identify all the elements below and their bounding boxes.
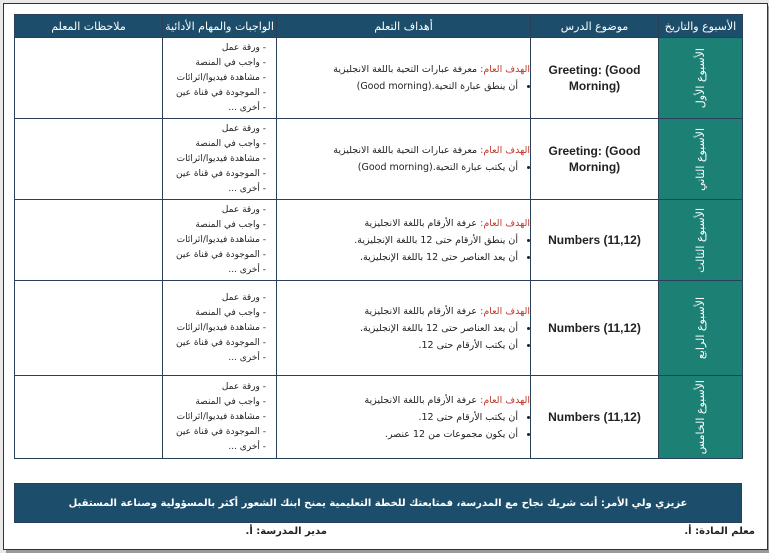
header-goals: أهداف التعلم [277, 15, 531, 38]
week-label: الأسبوع الثالث [694, 207, 707, 273]
goals-cell [277, 376, 531, 459]
task-item: - واجب في المنصة [163, 395, 266, 410]
goal-text: عرفة الأرقام باللغة الانجليزية [364, 305, 478, 317]
goal-label: الهدف العام: [480, 305, 530, 317]
goal-bullet: • أن يكون مجموعات من 12 عنصر. [277, 426, 518, 443]
task-item: - مشاهدة فيديوا/اثرائات [163, 410, 266, 425]
parent-message: عزيزي ولي الأمر: أنت شريك نجاح مع المدرسة، فمتابعتك للخطة التعليمية يمنح ابنك الشعور أكثر بالمسؤولية وصناعة المستقبل [68, 497, 688, 509]
tasks-cell [163, 200, 277, 281]
goal-text: معرفة عبارات التحية باللغة الانجليزية [333, 145, 478, 156]
goal-bullet: • أن يكتب عبارة التحية.(Good morning) [277, 159, 518, 176]
table-header-row [15, 15, 743, 38]
header-notes: ملاحظات المعلم [15, 15, 163, 38]
week-label: الأسبوع الأول [694, 47, 707, 109]
task-item: - ورقة عمل [163, 291, 266, 306]
task-item: - مشاهدة فيديوا/اثرائات [163, 71, 266, 86]
task-item: - أخرى ... [163, 440, 266, 455]
task-item: - الموجودة في قناة عين [163, 86, 266, 101]
table-row [15, 281, 743, 376]
topic-cell: Greeting: (Good Morning) [531, 38, 659, 119]
goal-text: عرفة الأرقام باللغة الانجليزية [364, 394, 478, 406]
task-item: - مشاهدة فيديوا/اثرائات [163, 152, 266, 167]
week-cell [659, 38, 743, 119]
task-item: - الموجودة في قناة عين [163, 336, 266, 351]
task-item: - واجب في المنصة [163, 56, 266, 71]
goal-bullet: • أن يكتب الأرقام حتى 12. [277, 409, 518, 426]
task-item: - ورقة عمل [163, 122, 266, 137]
notes-cell[interactable] [15, 200, 163, 281]
topic-cell: Greeting: (Good Morning) [531, 119, 659, 200]
lesson-plan-page [3, 3, 768, 550]
topic-cell: Numbers (11,12) [531, 376, 659, 459]
week-cell [659, 200, 743, 281]
table-row [15, 200, 743, 281]
weekly-plan-table [14, 14, 743, 459]
table-row [15, 119, 743, 200]
goal-label: الهدف العام: [480, 217, 530, 229]
week-label: الأسبوع الرابع [694, 296, 707, 360]
goal-label: الهدف العام: [480, 145, 530, 156]
goals-cell [277, 200, 531, 281]
week-cell [659, 281, 743, 376]
task-item: - أخرى ... [163, 182, 266, 197]
principal-signature: مدير المدرسة: أ. [245, 526, 327, 537]
goal-bullet: • أن ينطق الأرقام حتى 12 باللغة الإنجليزية. [277, 232, 518, 249]
goal-bullet: • أن يعد العناصر حتى 12 باللغة الإنجليزية. [277, 320, 518, 337]
goal-bullet: • أن يعد العناصر حتى 12 باللغة الإنجليزية. [277, 249, 518, 266]
week-cell [659, 376, 743, 459]
notes-cell[interactable] [15, 38, 163, 119]
table-row [15, 38, 743, 119]
tasks-cell [163, 376, 277, 459]
tasks-cell [163, 281, 277, 376]
topic-cell: Numbers (11,12) [531, 281, 659, 376]
week-label: الأسبوع الثاني [694, 127, 707, 191]
task-item: - واجب في المنصة [163, 306, 266, 321]
table-row [15, 376, 743, 459]
header-week: الأسبوع والتاريخ [659, 15, 743, 38]
notes-cell[interactable] [15, 281, 163, 376]
task-item: - أخرى ... [163, 263, 266, 278]
task-item: - ورقة عمل [163, 41, 266, 56]
task-item: - واجب في المنصة [163, 137, 266, 152]
goals-cell [277, 119, 531, 200]
goal-text: معرفة عبارات التحية باللغة الانجليزية [333, 64, 478, 75]
week-cell [659, 119, 743, 200]
goal-label: الهدف العام: [480, 394, 530, 406]
goals-cell [277, 38, 531, 119]
goal-bullet: • أن ينطق عبارة التحية.(Good morning) [277, 78, 518, 95]
task-item: - أخرى ... [163, 351, 266, 366]
header-topic: موضوع الدرس [531, 15, 659, 38]
task-item: - الموجودة في قناة عين [163, 425, 266, 440]
task-item: - ورقة عمل [163, 380, 266, 395]
goal-label: الهدف العام: [480, 64, 530, 75]
week-label: الأسبوع الخامس [694, 379, 707, 455]
header-tasks: الواجبات والمهام الأدائية [163, 15, 277, 38]
notes-cell[interactable] [15, 376, 163, 459]
task-item: - واجب في المنصة [163, 218, 266, 233]
goal-text: عرفة الأرقام باللغة الانجليزية [364, 217, 478, 229]
topic-cell: Numbers (11,12) [531, 200, 659, 281]
parent-message-band [14, 483, 742, 523]
tasks-cell [163, 119, 277, 200]
task-item: - الموجودة في قناة عين [163, 167, 266, 182]
teacher-signature: معلم المادة: أ. [684, 526, 755, 537]
task-item: - أخرى ... [163, 101, 266, 116]
task-item: - مشاهدة فيديوا/اثرائات [163, 233, 266, 248]
task-item: - مشاهدة فيديوا/اثرائات [163, 321, 266, 336]
notes-cell[interactable] [15, 119, 163, 200]
goal-bullet: • أن يكتب الأرقام حتى 12. [277, 337, 518, 354]
task-item: - الموجودة في قناة عين [163, 248, 266, 263]
task-item: - ورقة عمل [163, 203, 266, 218]
goals-cell [277, 281, 531, 376]
tasks-cell [163, 38, 277, 119]
